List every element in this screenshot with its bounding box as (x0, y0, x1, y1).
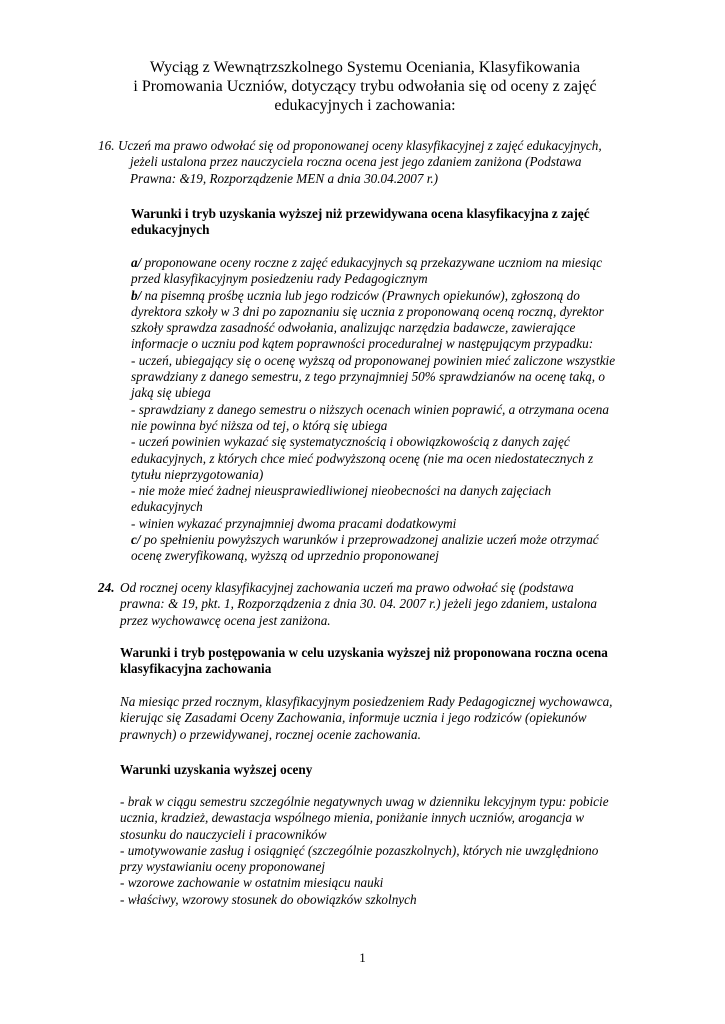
item-16-line: jeżeli ustalona przez nauczyciela roczna ocena jest jego zdaniem zaniżona (Podstawa (130, 154, 582, 170)
item-24-text (120, 580, 660, 629)
point-b-line: - uczeń powinien wykazać się systematycznością i obowiązkowością z danych zajęć (131, 434, 570, 450)
point-b-line: informacje o uczniu pod kątem poprawności proceduralnej w następującym przypadku: (131, 336, 594, 352)
item-24-line: przez wychowawcę ocena jest zaniżona. (120, 612, 331, 628)
section-3-heading (120, 762, 680, 778)
document-title (100, 58, 630, 115)
point-c-text: po spełnieniu powyższych warunków i przeprowadzonej analizie uczeń może otrzymać (143, 532, 599, 548)
section-2-heading (120, 645, 680, 678)
section-2-heading-line: klasyfikacyjna zachowania (120, 661, 272, 677)
section-3-line: - wzorowe zachowanie w ostatnim miesiącu nauki (120, 875, 384, 891)
section-2-line: kierując się Zasadami Oceny Zachowania, informuje ucznia i jego rodziców (opiekunów (120, 710, 587, 726)
section-2-body (120, 694, 660, 743)
point-b-line: - uczeń, ubiegający się o ocenę wyższą od proponowanej powinien mieć zaliczone wszystkie (131, 352, 616, 368)
point-b-label: b/ (131, 287, 142, 303)
item-16-text (118, 138, 658, 187)
section-3-line: - właściwy, wzorowy stosunek do obowiązków szkolnych (120, 891, 417, 907)
item-16-number: 16. (98, 138, 115, 153)
point-b-line: nie powinna być niższa od tej, o którą się ubiega (131, 417, 388, 433)
title-line-3: edukacyjnych i zachowania: (274, 97, 456, 114)
section-2-heading-line: Warunki i tryb postępowania w celu uzyskania wyższej niż proponowana roczna ocena (120, 645, 608, 660)
point-a-line: przed klasyfikacyjnym posiedzeniu rady Pedagogicznym (131, 271, 428, 287)
item-16-line: Uczeń ma prawo odwołać się od proponowanej oceny klasyfikacyjnej z zajęć edukacyjnych, (118, 138, 602, 153)
section-3-line: ucznia, kradzież, dewastacja wspólnego mienia, poniżanie innych uczniów, arogancja w (120, 810, 585, 826)
point-b-line: edukacyjnych, z których chce mieć podwyższoną ocenę (nie ma ocen niedostatecznych z (131, 450, 594, 466)
point-c-label: c/ (131, 532, 141, 548)
point-b-line: jaką się ubiega (131, 385, 211, 401)
point-b-line: - sprawdziany z danego semestru o niższych ocenach winien poprawić, a otrzymana ocena (131, 401, 609, 417)
point-a-label: a/ (131, 255, 142, 270)
section-3-line: przy wystawianiu oceny proponowanej (120, 859, 325, 875)
point-b-line: sprawdziany z danego semestru, z tego przynajmniej 50% sprawdzianów na ocenę taką, o (131, 369, 605, 385)
title-line-1: Wyciąg z Wewnątrzszkolnego Systemu Oceniania, Klasyfikowania (149, 59, 581, 76)
point-b-text: na pisemną prośbę ucznia lub jego rodziców (Prawnych opiekunów), zgłoszoną do (144, 287, 580, 303)
section-1-heading (131, 206, 691, 239)
point-b-line: edukacyjnych (131, 499, 203, 515)
section-3-line: stosunku do nauczycieli i pracowników (120, 826, 327, 842)
point-b-line: - nie może mieć żadnej nieusprawiedliwionej nieobecności na danych zajęciach (131, 483, 552, 499)
section-2-line: Na miesiąc przed rocznym, klasyfikacyjnym posiedzeniem Rady Pedagogicznej wychowawca, (120, 694, 613, 709)
point-b-line: szkoły sprawdza zasadność odwołania, analizując narzędzia badawcze, zawierające (131, 320, 576, 336)
section-2-line: prawnych) o przewidywanej, rocznej ocenie zachowania. (120, 726, 421, 742)
point-b-line: - winien wykazać przynajmniej dwoma pracami dodatkowymi (131, 515, 457, 531)
page-number: 1 (359, 950, 366, 965)
point-a-line (131, 255, 671, 271)
point-b-line: dyrektora szkoły w 3 dni po zapoznaniu się ucznia z proponowaną oceną roczną, dyrektor (131, 303, 604, 319)
item-24-line: Od rocznej oceny klasyfikacyjnej zachowania uczeń ma prawo odwołać się (podstawa (120, 580, 574, 595)
item-24-number: 24. (98, 580, 115, 595)
section-3-body (120, 794, 660, 908)
section-1-heading-line: Warunki i tryb uzyskania wyższej niż przewidywana ocena klasyfikacyjna z zajęć (131, 206, 590, 221)
point-c-line: ocenę zweryfikowaną, wyższą od uprzednio proponowanej (131, 548, 439, 564)
section-1-heading-line: edukacyjnych (131, 222, 210, 238)
point-a-text: proponowane oceny roczne z zajęć edukacyjnych są przekazywane uczniom na miesiąc (144, 255, 603, 270)
item-16-line: Prawna: &19, Rozporządzenie MEN a dnia 30.04.2007 r.) (130, 170, 439, 186)
title-line-2: i Promowania Uczniów, dotyczący trybu odwołania się od oceny z zajęć (133, 78, 597, 95)
point-b-line: tytułu nieprzygotowania) (131, 466, 264, 482)
section-1-body (131, 255, 671, 565)
section-3-line: - brak w ciągu semestru szczególnie negatywnych uwag w dzienniku lekcyjnym typu: pobicie (120, 794, 609, 809)
section-3-line: - umotywowanie zasług i osiągnięć (szczególnie pozaszkolnych), których nie uwzględniono (120, 842, 599, 858)
point-b-line (131, 288, 671, 304)
section-3-heading-line: Warunki uzyskania wyższej oceny (120, 762, 313, 777)
item-24-line: prawna: & 19, pkt. 1, Rozporządzenia z dnia 30. 04. 2007 r.) jeżeli jego zdaniem, ustalona (120, 596, 597, 612)
point-c-line (131, 532, 671, 548)
